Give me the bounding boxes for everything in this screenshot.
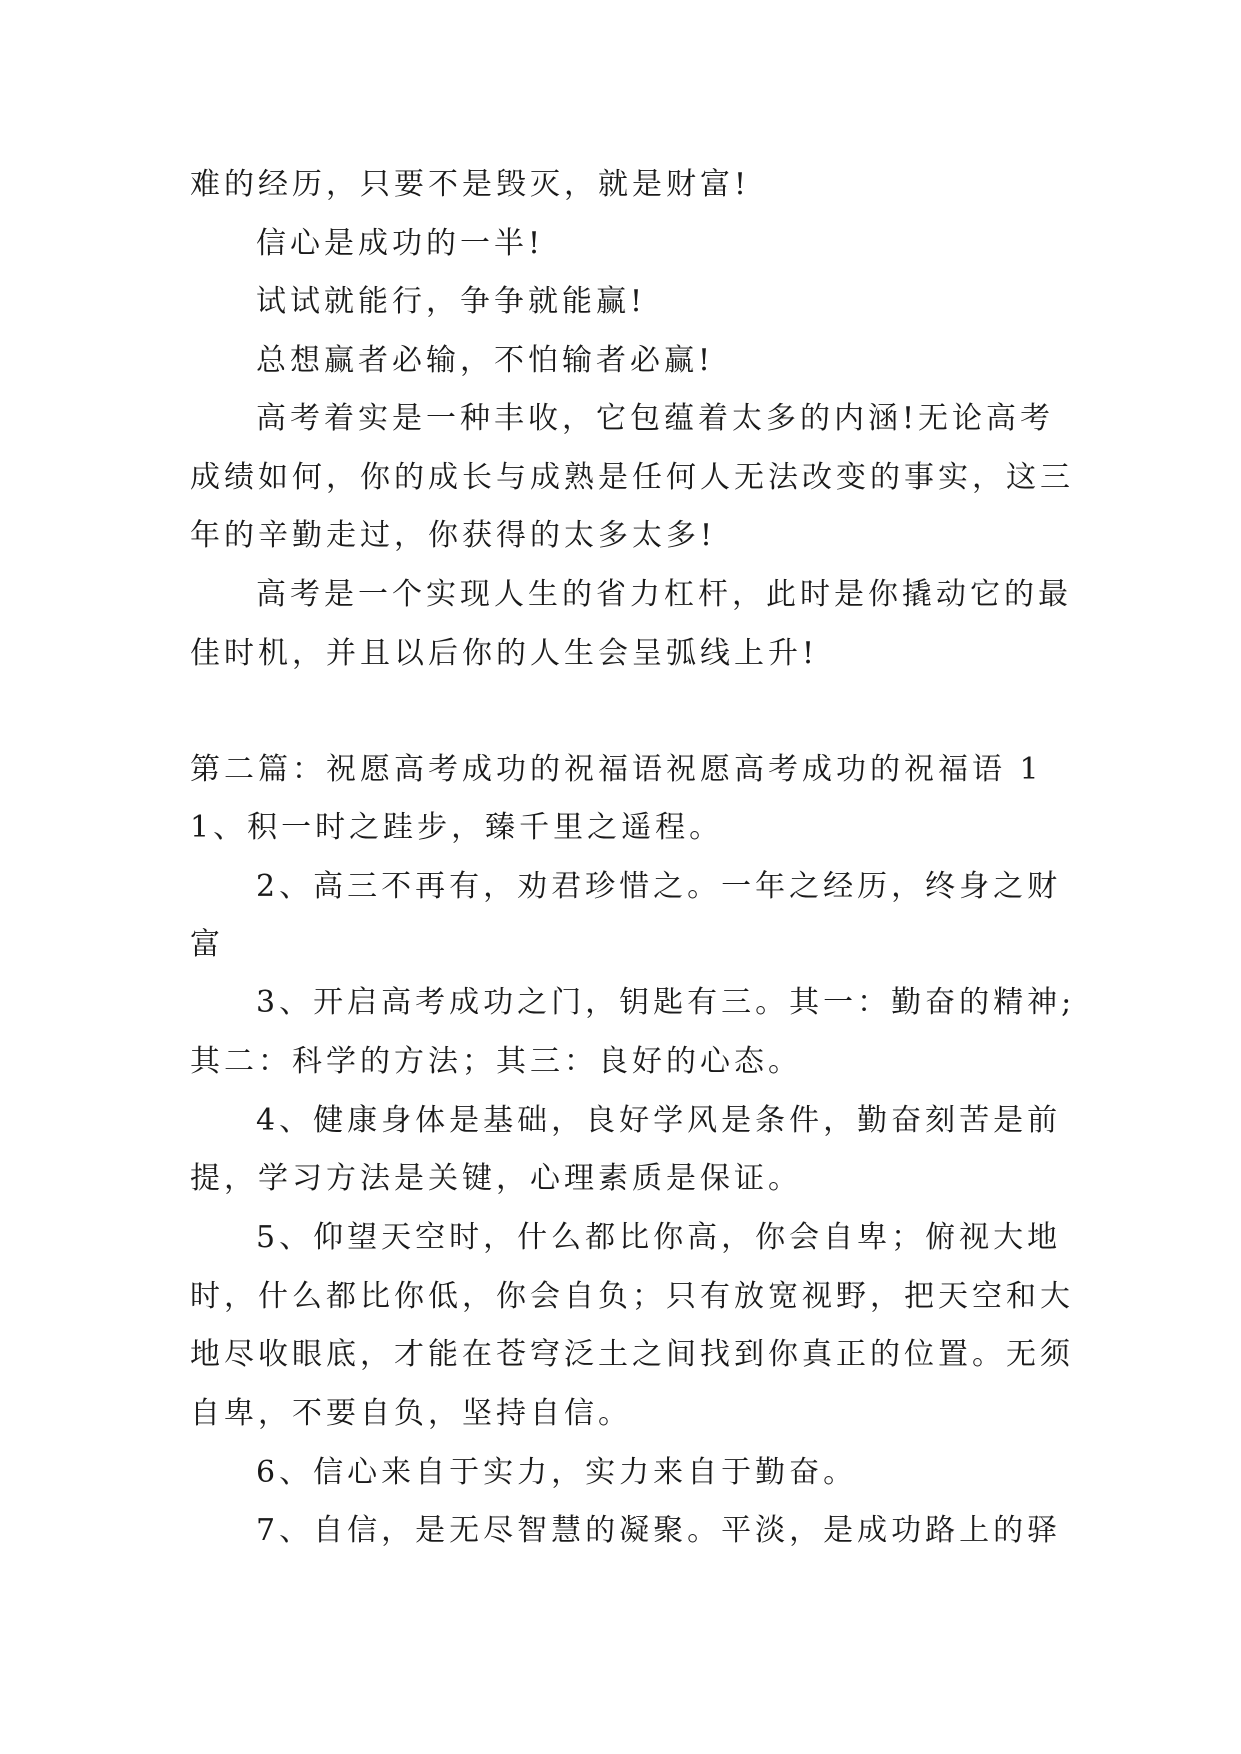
text-line: 总想赢者必输，不怕输者必赢! <box>256 343 715 378</box>
section-heading: 第二篇：祝愿高考成功的祝福语祝愿高考成功的祝福语 1 <box>190 752 1043 787</box>
text-line: 自卑，不要自负，坚持自信。 <box>190 1396 632 1431</box>
text-line: 1、积一时之跬步，臻千里之遥程。 <box>190 810 724 845</box>
text-line: 试试就能行，争争就能赢! <box>256 284 647 319</box>
text-line: 难的经历，只要不是毁灭，就是财富! <box>190 167 751 202</box>
text-line: 成绩如何，你的成长与成熟是任何人无法改变的事实，这三 <box>190 460 1074 495</box>
text-line: 富 <box>190 927 224 962</box>
text-line: 时，什么都比你低，你会自负；只有放宽视野，把天空和大 <box>190 1279 1074 1314</box>
text-line: 高考是一个实现人生的省力杠杆，此时是你撬动它的最 <box>256 577 1072 612</box>
text-line: 地尽收眼底，才能在苍穹泛土之间找到你真正的位置。无须 <box>190 1337 1074 1372</box>
text-line: 2、高三不再有，劝君珍惜之。一年之经历，终身之财 <box>256 869 1062 904</box>
text-line: 4、健康身体是基础，良好学风是条件，勤奋刻苦是前 <box>256 1103 1062 1138</box>
text-line: 高考着实是一种丰收，它包蕴着太多的内涵!无论高考 <box>256 401 1055 436</box>
text-line: 7、自信，是无尽智慧的凝聚。平淡，是成功路上的驿 <box>256 1513 1062 1548</box>
text-line: 提，学习方法是关键，心理素质是保证。 <box>190 1161 802 1196</box>
text-line: 佳时机，并且以后你的人生会呈弧线上升! <box>190 636 819 671</box>
text-line: 6、信心来自于实力，实力来自于勤奋。 <box>256 1455 858 1490</box>
text-line: 5、仰望天空时，什么都比你高，你会自卑；俯视大地 <box>256 1220 1062 1255</box>
text-line: 信心是成功的一半! <box>256 226 545 261</box>
text-line: 年的辛勤走过，你获得的太多太多! <box>190 518 717 553</box>
text-line: 其二：科学的方法；其三：良好的心态。 <box>190 1044 802 1079</box>
text-line: 3、开启高考成功之门，钥匙有三。其一：勤奋的精神; <box>256 985 1076 1020</box>
